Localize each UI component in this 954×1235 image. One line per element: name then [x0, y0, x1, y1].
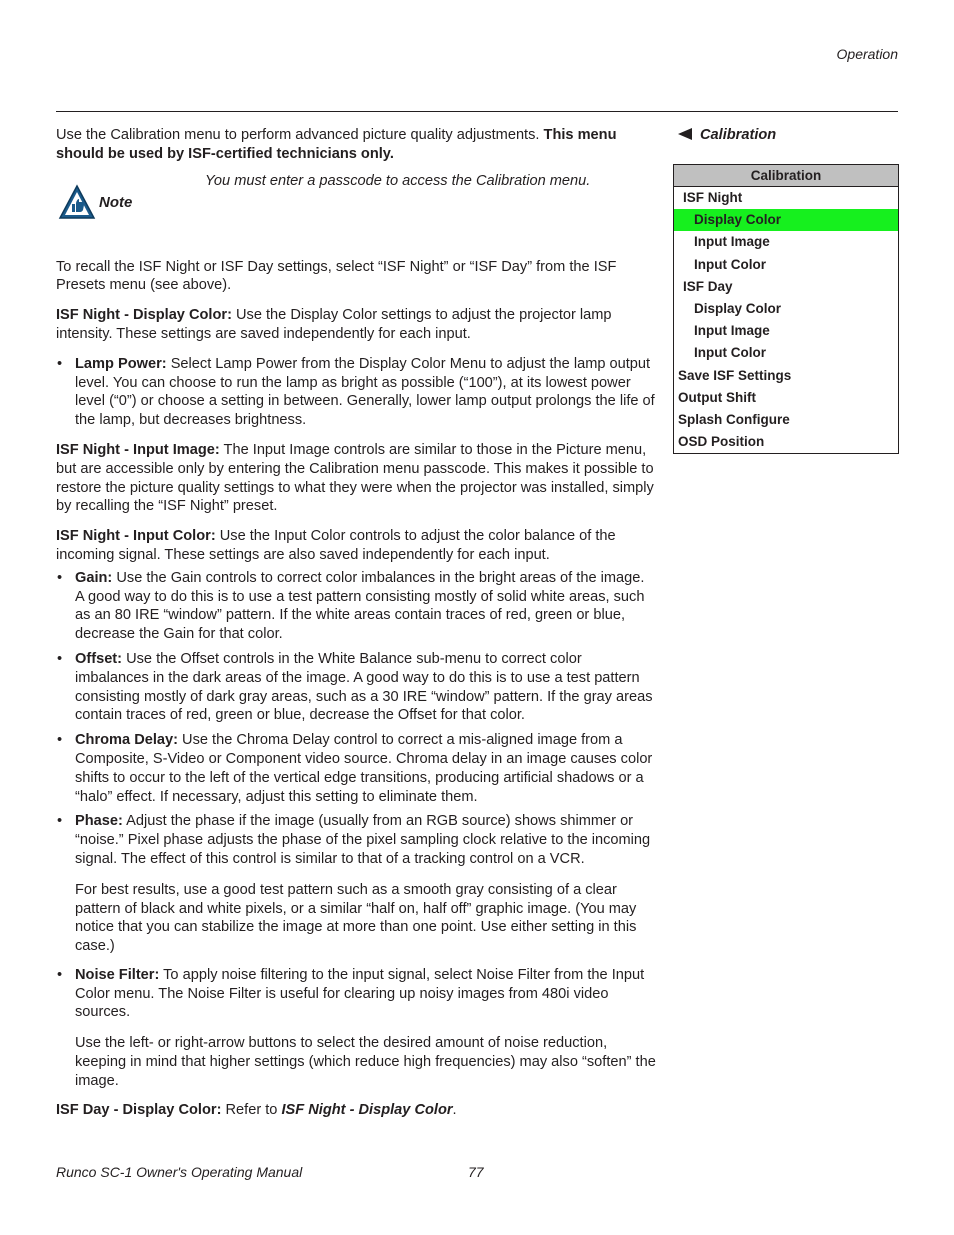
menu-item[interactable]: Display Color	[694, 300, 782, 316]
list-item	[56, 650, 656, 725]
header-rule	[56, 111, 898, 112]
display-color-bullets	[56, 355, 656, 430]
menu-item[interactable]: Input Image	[694, 323, 770, 339]
isf-day-tail: .	[452, 1101, 457, 1118]
bullet-label: Chroma Delay:	[75, 732, 178, 749]
note-callout	[56, 172, 656, 250]
input-color-text: Use the Input Color controls to adjust the color balance of the incoming signal. These settings are also saved independently for each input.	[56, 528, 616, 563]
menu-item[interactable]: Save ISF Settings	[678, 367, 792, 383]
bullet-label: Phase:	[75, 813, 123, 830]
main-content	[56, 126, 656, 1130]
input-color-label: ISF Night - Input Color:	[56, 528, 216, 545]
bullet-text: Use the Chroma Delay control to correct a mis-aligned image from a Composite, S-Video or Component video source. Chroma delay in an image causes color shifts to occur to the left of the vertical edge transitions, producing artificial shadows or a “halo” effect. If necessary, adjust this setting to eliminate them.	[75, 732, 653, 805]
input-color-paragraph	[56, 527, 656, 565]
input-color-bullets	[56, 569, 656, 869]
input-image-label: ISF Night - Input Image:	[56, 441, 220, 458]
list-item	[56, 731, 656, 806]
intro-bold-text: This menu should be used by ISF-certified technicians only.	[56, 127, 617, 162]
menu-item[interactable]: OSD Position	[678, 434, 765, 450]
footer-page-number: 77	[468, 1164, 484, 1180]
bullet-text: Use the Gain controls to correct color imbalances in the bright areas of the image. A good way to do this is to use a test pattern consisting mostly of solid white areas, such as an 80 IRE “window” pattern. If the white areas contain traces of red, green or blue, decrease the Gain for that color.	[75, 569, 645, 643]
bullet-label: Noise Filter:	[75, 966, 160, 983]
list-item	[56, 569, 656, 644]
intro-paragraph	[56, 126, 656, 164]
note-icon	[58, 184, 96, 226]
menu-item[interactable]: ISF Day	[683, 278, 733, 294]
menu-title: Calibration	[674, 165, 898, 187]
calibration-menu	[673, 164, 899, 454]
phase-note-paragraph: For best results, use a good test pattern such as a smooth gray consisting of a clear pattern of black and white pixels, or a similar “half on, half off” graphic image. (You may notice that you can stabilize the image at more than one point. Use either setting in this case.)	[75, 881, 637, 955]
arrow-left-icon	[678, 128, 692, 140]
bullet-text: Use the Offset controls in the White Balance sub-menu to correct color imbalances in the dark areas of the image. A good way to do this is to use a test pattern consisting mostly of dark gray areas, such as a 30 IRE “window” pattern. If the gray areas contain traces of red, green or blue, decrease the Offset for that color.	[75, 650, 653, 724]
menu-item[interactable]: Input Image	[694, 234, 770, 250]
display-color-text: Use the Display Color settings to adjust the projector lamp intensity. These settings are saved independently for each input.	[56, 307, 612, 342]
input-image-text: The Input Image controls are similar to those in the Picture menu, but are accessible only by entering the Calibration menu passcode. This makes it possible to restore the picture quality settings to what they were when the projector was installed, simply by recalling the “ISF Night” preset.	[56, 441, 654, 515]
bullet-label: Offset:	[75, 650, 123, 667]
isf-day-text: Refer to	[221, 1101, 282, 1118]
bullet-label: Gain:	[75, 569, 113, 586]
note-label: Note	[99, 193, 133, 211]
menu-item[interactable]: Output Shift	[678, 389, 756, 405]
list-item	[56, 812, 656, 868]
menu-item[interactable]: Splash Configure	[678, 411, 790, 427]
bullet-text: Select Lamp Power from the Display Color Menu to adjust the lamp output level. You can choose to run the lamp as bright as possible (“100”), at its lowest power level (“0”) or choose a setting in between. Generally, lower lamp output prolongs the life of the lamp, but decreases brightness.	[75, 355, 655, 429]
sidebar-heading	[678, 127, 776, 143]
bullet-label: Lamp Power:	[75, 355, 167, 372]
list-item	[56, 966, 656, 1022]
bullet-text: To apply noise filtering to the input signal, select Noise Filter from the Input Color menu. The Noise Filter is useful for clearing up noisy images from 480i video sources.	[75, 966, 645, 1021]
isf-day-paragraph	[56, 1101, 656, 1120]
display-color-label: ISF Night - Display Color:	[56, 307, 232, 324]
input-image-paragraph	[56, 441, 656, 516]
noise-filter-bullets	[56, 966, 656, 1022]
display-color-paragraph	[56, 306, 656, 344]
menu-item[interactable]: Input Color	[694, 256, 766, 272]
menu-items	[674, 187, 898, 453]
menu-item[interactable]: Display Color	[674, 209, 898, 231]
note-text: You must enter a passcode to access the Calibration menu.	[205, 172, 591, 189]
isf-day-label: ISF Day - Display Color:	[56, 1101, 222, 1118]
header-section-title: Operation	[836, 46, 898, 62]
sidebar-heading-text: Calibration	[700, 127, 777, 143]
list-item	[56, 355, 656, 430]
menu-item[interactable]: Input Color	[694, 345, 766, 361]
footer-manual-title: Runco SC-1 Owner's Operating Manual	[56, 1164, 303, 1180]
noise-note-paragraph: Use the left- or right-arrow buttons to select the desired amount of noise reduction, keeping in mind that higher settings (which reduce high frequencies) may also “soften” the image.	[75, 1035, 656, 1089]
intro-text: Use the Calibration menu to perform advanced picture quality adjustments.	[56, 127, 544, 143]
isf-day-reference: ISF Night - Display Color	[281, 1101, 453, 1118]
recall-paragraph: To recall the ISF Night or ISF Day settings, select “ISF Night” or “ISF Day” from the ISF Presets menu (see above).	[56, 258, 617, 294]
menu-item[interactable]: ISF Night	[683, 190, 743, 205]
bullet-text: Adjust the phase if the image (usually from an RGB source) shows shimmer or “noise.” Pixel phase adjusts the phase of the pixel sampling clock relative to the incoming signal. The effect of this control is similar to that of a tracking control on a VCR.	[75, 813, 651, 867]
